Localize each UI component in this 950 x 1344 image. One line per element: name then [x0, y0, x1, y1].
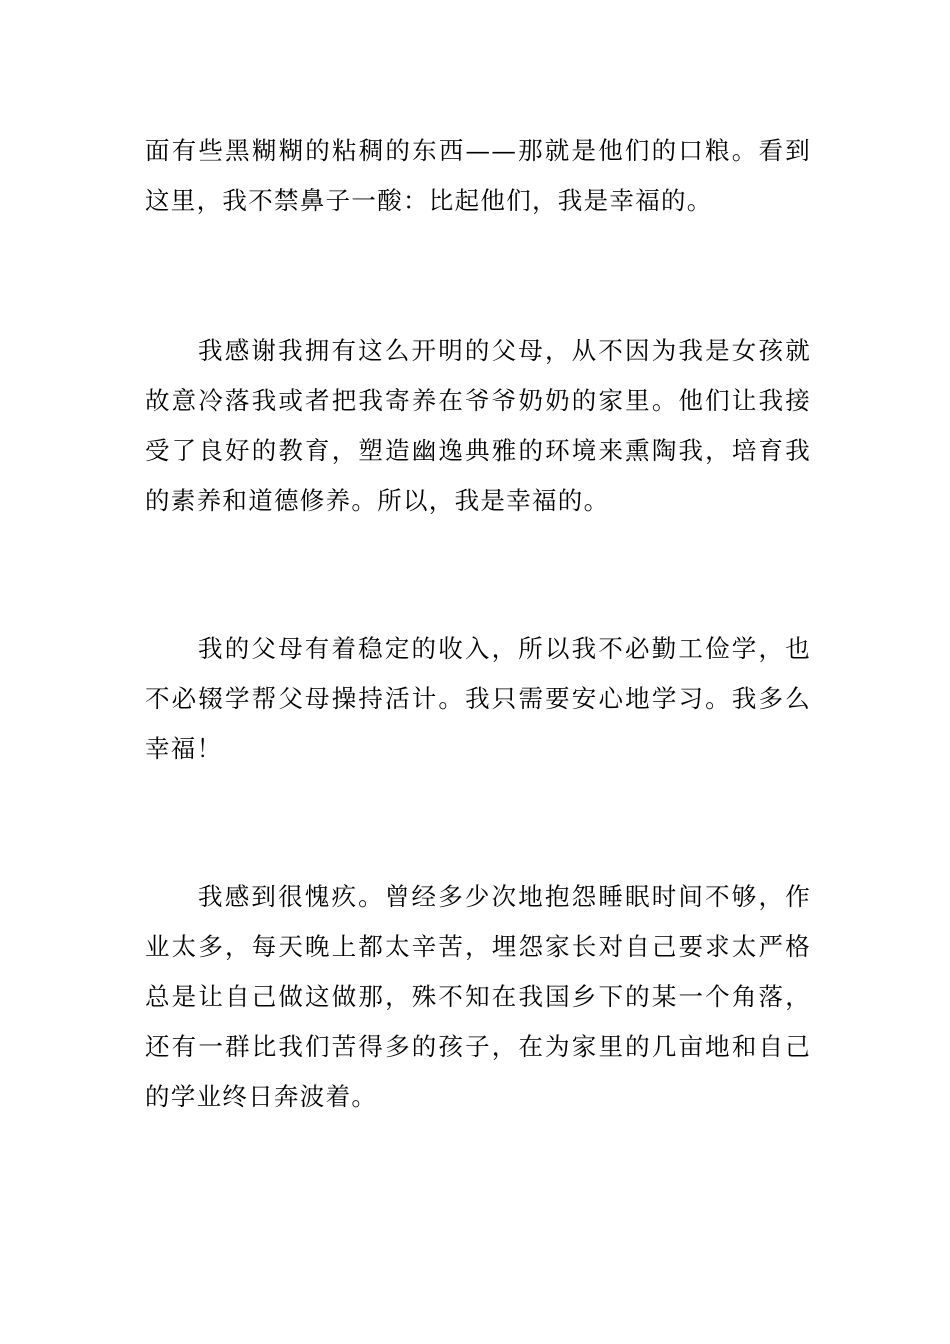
- paragraph-continued: 面有些黑糊糊的粘稠的东西——那就是他们的口粮。看到这里，我不禁鼻子一酸：比起他们，我是幸福的。: [145, 136, 811, 215]
- paragraph-stable-income: 我的父母有着稳定的收入，所以我不必勤工俭学，也不必辍学帮父母操持活计。我只需要安心地学习。我多么幸福！: [145, 634, 811, 763]
- paragraph-gratitude-parents: 我感谢我拥有这么开明的父母，从不因为我是女孩就故意冷落我或者把我寄养在爷爷奶奶的家里。他们让我接受了良好的教育，塑造幽逸典雅的环境来熏陶我，培育我的素养和道德修养。所以，我是幸福的。: [145, 336, 811, 515]
- paragraph-guilt: 我感到很愧疚。曾经多少次地抱怨睡眠时间不够，作业太多，每天晚上都太辛苦，埋怨家长对自己要求太严格总是让自己做这做那，殊不知在我国乡下的某一个角落，还有一群比我们苦得多的孩子，在为家里的几亩地和自己的学业终日奔波着。: [145, 882, 811, 1111]
